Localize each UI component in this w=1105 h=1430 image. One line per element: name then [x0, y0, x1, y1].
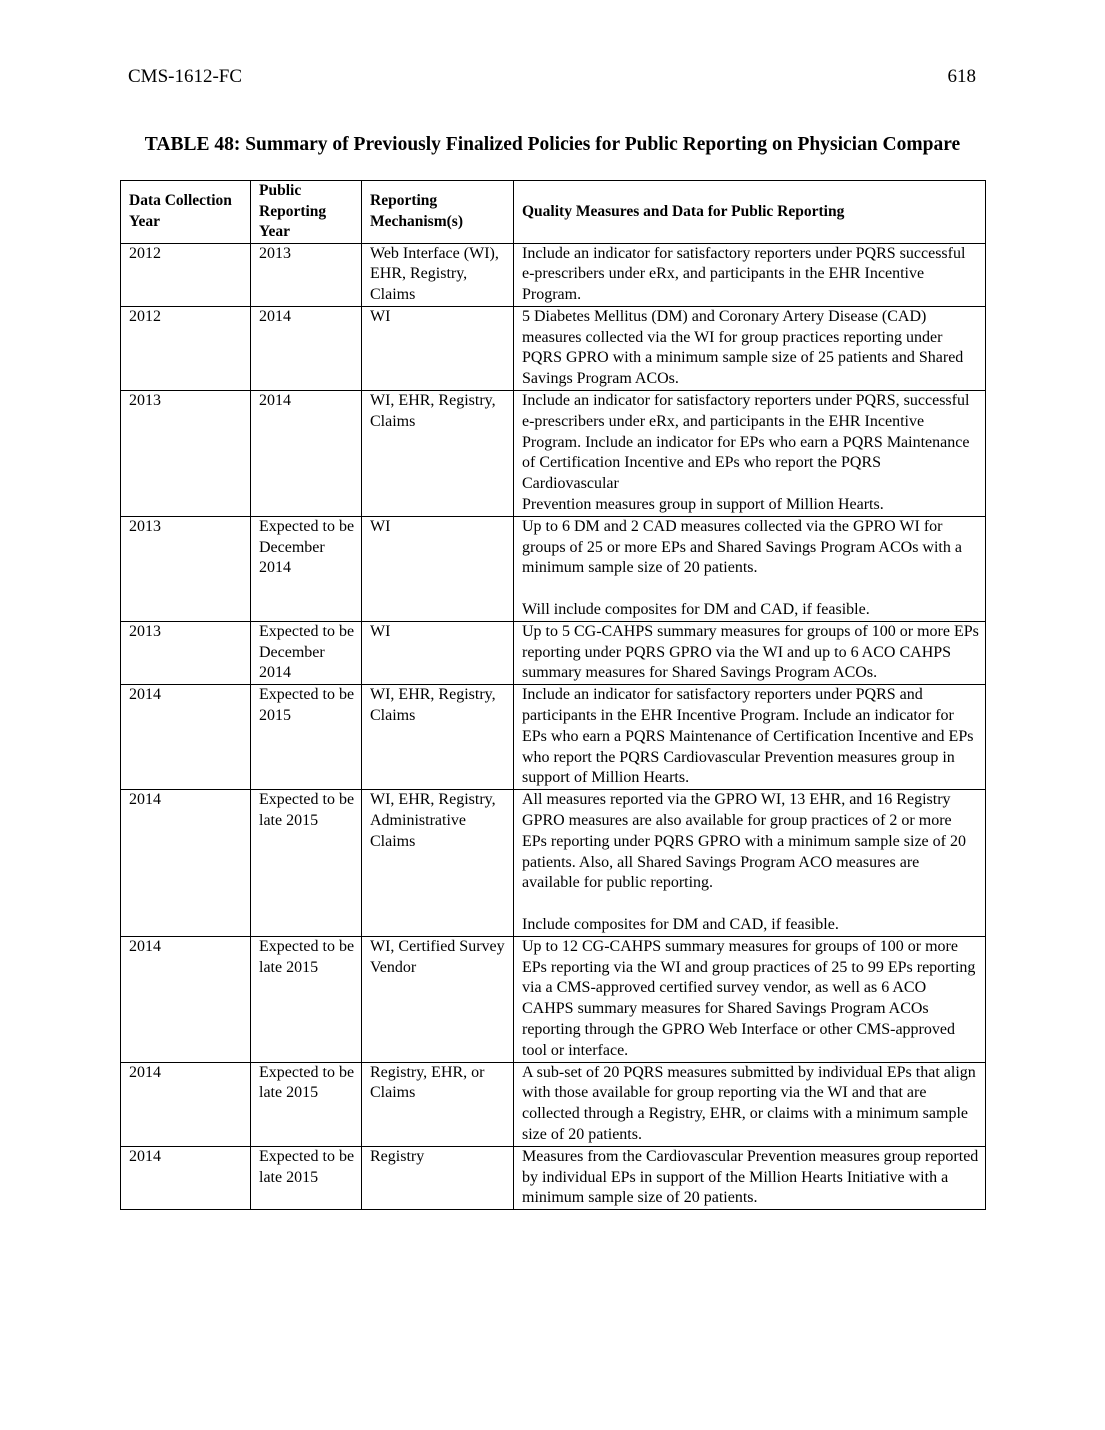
column-header-data-collection-year: Data Collection Year — [121, 181, 251, 244]
cell-quality-measures: Include an indicator for satisfactory reporters under PQRS successful e-prescribers under eRx, and participants in the EHR Incentive Program. — [514, 243, 986, 306]
cell-quality-measures: Include an indicator for satisfactory reporters under PQRS and participants in the EHR Incentive Program. Include an indicator for EPs who earn a PQRS Maintenance of Certification Incentive and EPs who report the PQRS Cardiovascular Prevention measures group in support of Million Hearts. — [514, 685, 986, 790]
column-header-public-reporting-year: Public Reporting Year — [251, 181, 362, 244]
cell-data-collection-year: 2014 — [121, 685, 251, 790]
page-header — [128, 66, 976, 92]
cell-public-reporting-year: Expected to be late 2015 — [251, 936, 362, 1062]
cell-public-reporting-year: Expected to be late 2015 — [251, 1062, 362, 1146]
cell-public-reporting-year: 2014 — [251, 306, 362, 390]
table-title: TABLE 48: Summary of Previously Finalized Policies for Public Reporting on Physician Compare — [144, 134, 961, 155]
table-row — [121, 243, 986, 306]
cell-data-collection-year: 2014 — [121, 936, 251, 1062]
cell-data-collection-year: 2014 — [121, 790, 251, 937]
table-row — [121, 306, 986, 390]
cell-reporting-mechanism: WI, EHR, Registry, Claims — [362, 391, 514, 517]
table-row — [121, 685, 986, 790]
cell-quality-measures: All measures reported via the GPRO WI, 13 EHR, and 16 Registry GPRO measures are also available for group practices of 2 or more EPs reporting under PQRS GPRO with a minimum sample size of 20 patients. Also, all Shared Savings Program ACO measures are available for public reporting. Include composites for DM and CAD, if feasible. — [514, 790, 986, 937]
table-row — [121, 516, 986, 621]
cell-quality-measures: Up to 6 DM and 2 CAD measures collected via the GPRO WI for groups of 25 or more EPs and Shared Savings Program ACOs with a minimum sample size of 20 patients. Will include composites for DM and CAD, if feasible. — [514, 516, 986, 621]
table-row — [121, 936, 986, 1062]
cell-data-collection-year: 2012 — [121, 306, 251, 390]
column-header-quality-measures: Quality Measures and Data for Public Reporting — [514, 181, 986, 244]
cell-reporting-mechanism: WI — [362, 621, 514, 684]
cell-public-reporting-year: Expected to be December 2014 — [251, 621, 362, 684]
table-row — [121, 1062, 986, 1146]
cell-reporting-mechanism: WI — [362, 306, 514, 390]
cell-quality-measures: Up to 12 CG-CAHPS summary measures for groups of 100 or more EPs reporting via the WI and group practices of 25 to 99 EPs reporting via a CMS-approved certified survey vendor, as well as 6 ACO CAHPS summary measures for Shared Savings Program ACOs reporting through the GPRO Web Interface or other CMS-approved tool or interface. — [514, 936, 986, 1062]
column-header-reporting-mechanism: Reporting Mechanism(s) — [362, 181, 514, 244]
table-row — [121, 391, 986, 517]
cell-data-collection-year: 2013 — [121, 516, 251, 621]
cell-reporting-mechanism: Web Interface (WI), EHR, Registry, Claims — [362, 243, 514, 306]
cell-public-reporting-year: 2013 — [251, 243, 362, 306]
cell-reporting-mechanism: WI — [362, 516, 514, 621]
cell-public-reporting-year: Expected to be December 2014 — [251, 516, 362, 621]
cell-reporting-mechanism: WI, EHR, Registry, Claims — [362, 685, 514, 790]
policy-table — [120, 180, 986, 1210]
cell-quality-measures: 5 Diabetes Mellitus (DM) and Coronary Artery Disease (CAD) measures collected via the WI for group practices reporting under PQRS GPRO with a minimum sample size of 25 patients and Shared Savings Program ACOs. — [514, 306, 986, 390]
cell-public-reporting-year: 2014 — [251, 391, 362, 517]
table-row — [121, 621, 986, 684]
cell-reporting-mechanism: WI, EHR, Registry, Administrative Claims — [362, 790, 514, 937]
cell-data-collection-year: 2014 — [121, 1062, 251, 1146]
cell-data-collection-year: 2012 — [121, 243, 251, 306]
cell-public-reporting-year: Expected to be late 2015 — [251, 1146, 362, 1209]
cell-quality-measures: A sub-set of 20 PQRS measures submitted by individual EPs that align with those available for group reporting via the WI and that are collected through a Registry, EHR, or claims with a minimum sample size of 20 patients. — [514, 1062, 986, 1146]
cell-quality-measures: Measures from the Cardiovascular Prevention measures group reported by individual EPs in support of the Million Hearts Initiative with a minimum sample size of 20 patients. — [514, 1146, 986, 1209]
page-number: 618 — [947, 66, 976, 87]
cell-quality-measures: Include an indicator for satisfactory reporters under PQRS, successful e-prescribers under eRx, and participants in the EHR Incentive Program. Include an indicator for EPs who earn a PQRS Maintenance of Certification Incentive and EPs who report the PQRS Cardiovascular Prevention measures group in support of Million Hearts. — [514, 391, 986, 517]
table-body — [121, 243, 986, 1210]
cell-public-reporting-year: Expected to be late 2015 — [251, 790, 362, 937]
table-row — [121, 790, 986, 937]
cell-data-collection-year: 2013 — [121, 391, 251, 517]
cell-data-collection-year: 2013 — [121, 621, 251, 684]
table-header-row — [121, 181, 986, 244]
cell-reporting-mechanism: Registry — [362, 1146, 514, 1209]
cell-quality-measures: Up to 5 CG-CAHPS summary measures for groups of 100 or more EPs reporting under PQRS GPRO via the WI and up to 6 ACO CAHPS summary measures for Shared Savings Program ACOs. — [514, 621, 986, 684]
cell-public-reporting-year: Expected to be 2015 — [251, 685, 362, 790]
document-id: CMS-1612-FC — [128, 66, 243, 87]
cell-data-collection-year: 2014 — [121, 1146, 251, 1209]
cell-reporting-mechanism: Registry, EHR, or Claims — [362, 1062, 514, 1146]
table-row — [121, 1146, 986, 1209]
cell-reporting-mechanism: WI, Certified Survey Vendor — [362, 936, 514, 1062]
